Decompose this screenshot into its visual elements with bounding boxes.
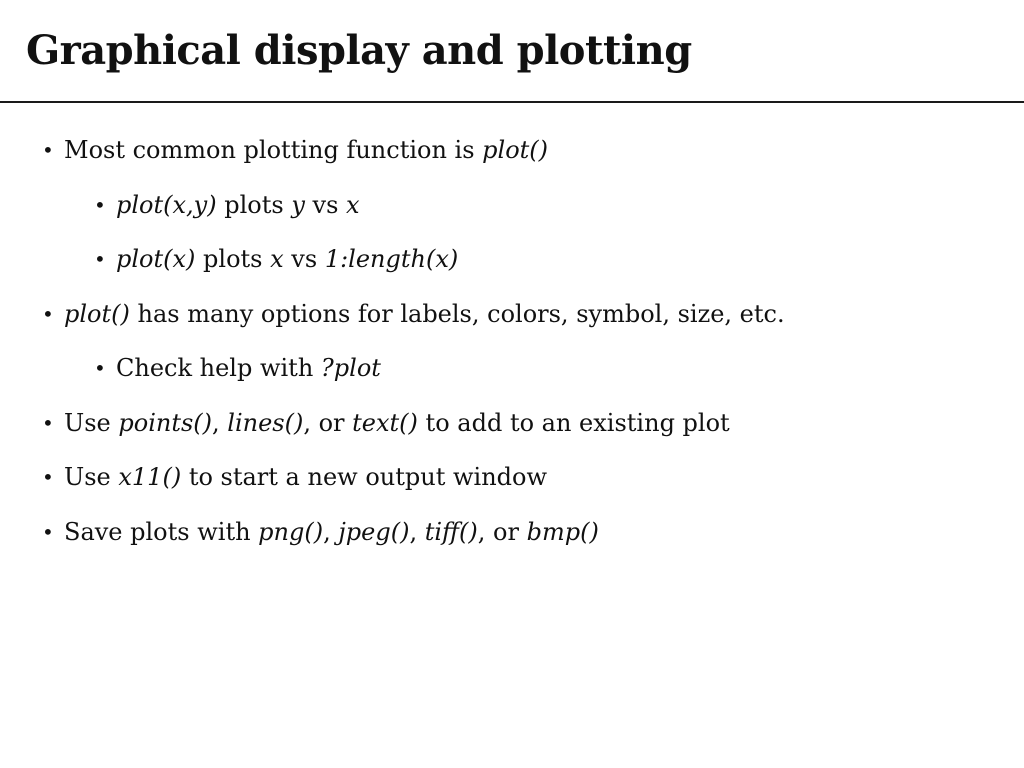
title-divider	[0, 101, 1024, 103]
code-term: plot()	[482, 136, 549, 164]
bullet-text: ,	[212, 408, 228, 437]
bullet-item	[94, 179, 360, 231]
bullet-marker: •	[94, 356, 106, 380]
bullet-item	[94, 233, 459, 285]
code-term: text()	[352, 408, 418, 437]
bullet-marker: •	[42, 519, 54, 544]
code-term: 1:length(x)	[324, 245, 459, 273]
bullet-text: Check help with	[116, 354, 321, 382]
bullet-marker: •	[94, 247, 106, 271]
bullet-text: has many options for labels, colors, symbol, size, etc.	[129, 299, 785, 328]
code-term: x	[346, 190, 360, 219]
bullet-text: vs	[283, 245, 325, 273]
bullet-text: vs	[304, 190, 347, 219]
code-term: plot(x,y)	[116, 190, 217, 219]
bullet-text: plots	[216, 190, 292, 219]
bullet-item	[42, 397, 730, 449]
bullet-text: , or	[477, 517, 527, 546]
slide-title: Graphical display and plotting	[26, 27, 692, 74]
bullet-marker: •	[42, 410, 54, 435]
bullet-item	[42, 288, 785, 340]
bullet-item	[42, 506, 599, 558]
bullet-item	[42, 451, 547, 503]
code-term: y	[291, 190, 305, 219]
bullet-marker: •	[94, 192, 106, 217]
code-term: bmp()	[526, 517, 599, 546]
code-term: plot(x)	[116, 245, 196, 273]
code-term: jpeg()	[338, 517, 410, 546]
bullet-text: Save plots with	[64, 517, 259, 546]
bullet-marker: •	[42, 465, 54, 489]
code-term: png()	[258, 517, 324, 546]
bullet-text: , or	[303, 408, 353, 437]
bullet-text: Use	[64, 463, 119, 491]
code-term: x11()	[118, 463, 182, 491]
bullet-item	[42, 124, 549, 176]
bullet-text: Use	[64, 408, 119, 437]
code-term: ?plot	[320, 354, 381, 382]
code-term: plot()	[64, 299, 130, 328]
bullet-text: Most common plotting function is	[64, 136, 483, 164]
bullet-marker: •	[42, 138, 54, 162]
bullet-text: ,	[323, 517, 339, 546]
bullet-item	[94, 342, 381, 394]
code-term: points()	[118, 408, 213, 437]
code-term: x	[270, 245, 284, 273]
bullet-text: plots	[195, 245, 271, 273]
bullet-text: to start a new output window	[181, 463, 547, 491]
bullet-text: to add to an existing plot	[417, 408, 730, 437]
code-term: lines()	[227, 408, 304, 437]
bullet-text: ,	[409, 517, 425, 546]
code-term: tiff()	[424, 517, 478, 546]
bullet-marker: •	[42, 301, 54, 326]
